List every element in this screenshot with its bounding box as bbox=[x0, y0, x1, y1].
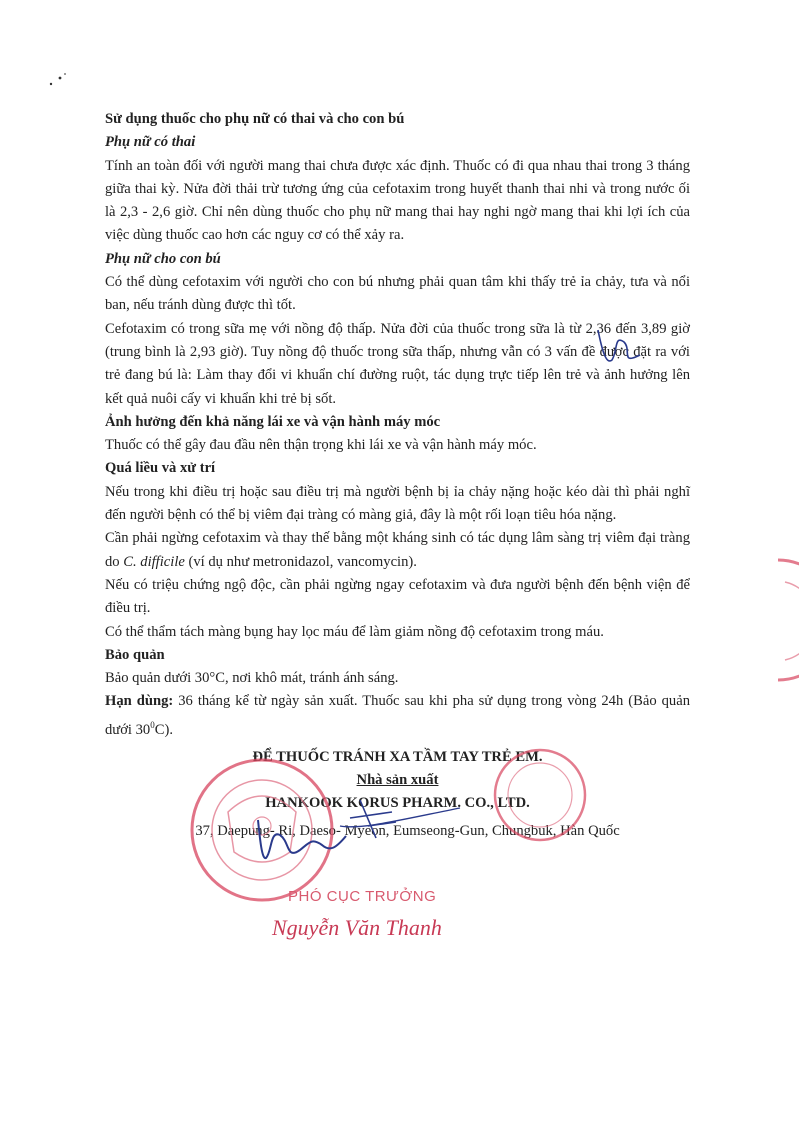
subheading-pregnant: Phụ nữ có thai bbox=[105, 134, 196, 151]
initial-signature bbox=[598, 330, 640, 361]
heading-overdose: Quá liều và xử trí bbox=[105, 460, 216, 477]
manufacturer-address: 37, Daepung- Ri, Daeso- Myeon, Eumseong-Gun, Chungbuk, Hàn Quốc bbox=[195, 822, 620, 839]
right-partial-seal bbox=[778, 560, 799, 680]
official-seal bbox=[192, 760, 332, 900]
paragraph-pregnant: Tính an toàn đối với người mang thai chưa được xác định. Thuốc có đi qua nhau thai trong 3 tháng giữa thai kỳ. Nửa đời thải trừ tương ứng của cefotaxim trong huyết thanh thai nhi và trong nước ối là 2,3 - 2,6 giờ. Chỉ nên dùng thuốc cho phụ nữ mang thai hay nghi ngờ mang thai khi lợi ích của việc dùng thuốc cao hơn các nguy cơ có thể xảy ra. bbox=[105, 157, 690, 244]
overdose-2-organism: C. difficile bbox=[123, 553, 185, 570]
paragraph-breastfeeding-2: Cefotaxim có trong sữa mẹ với nồng độ thấp. Nửa đời của thuốc trong sữa là từ 2,36 đến 3,89 giờ (trung bình là 2,93 giờ). Tuy nồng độ thuốc trong sữa thấp, nhưng vẫn có 3 vấn đề được đặt ra với trẻ đang bú là: Làm thay đổi vi khuẩn chí đường ruột, tác dụng trực tiếp lên trẻ và ảnh hưởng lên kết quả nuôi cấy vi khuẩn khi trẻ bị sốt. bbox=[105, 320, 690, 407]
expiry-text-b: C). bbox=[154, 721, 173, 738]
paragraph-overdose-4: Có thể thẩm tách màng bụng hay lọc máu để làm giảm nồng độ cefotaxim trong máu. bbox=[105, 623, 604, 640]
paragraph-storage: Bảo quản dưới 30°C, nơi khô mát, tránh ánh sáng. bbox=[105, 670, 399, 687]
child-warning: ĐỂ THUỐC TRÁNH XA TẦM TAY TRẺ EM. bbox=[252, 748, 543, 765]
manufacturer-name: HANKOOK KORUS PHARM. CO., LTD. bbox=[265, 795, 530, 812]
manufacturer-label: Nhà sản xuất bbox=[356, 772, 439, 789]
subheading-breastfeeding: Phụ nữ cho con bú bbox=[105, 250, 221, 267]
overdose-2-text-a: Cần phải ngừng cefotaxim và thay thế bằng một kháng sinh có tác dụng lâm sàng trị viêm đại tràng do bbox=[105, 530, 690, 570]
paragraph-overdose-3: Nếu có triệu chứng ngộ độc, cần phải ngừng ngay cefotaxim và đưa người bệnh đến bệnh viện để điều trị. bbox=[105, 576, 690, 617]
paragraph-breastfeeding-1: Có thể dùng cefotaxim với người cho con bú nhưng phải quan tâm khi thấy trẻ ỉa chảy, tưa và nổi ban, nếu tránh dùng được thì tốt. bbox=[105, 274, 690, 314]
expiry-superscript: 0 bbox=[150, 719, 155, 730]
heading-driving: Ảnh hưởng đến khả năng lái xe và vận hành máy móc bbox=[105, 413, 441, 430]
heading-storage: Bảo quản bbox=[105, 646, 165, 663]
stamp-signer-name: Nguyễn Văn Thanh bbox=[272, 915, 442, 940]
expiry-label: Hạn dùng: bbox=[105, 693, 174, 710]
heading-pregnancy-lactation: Sử dụng thuốc cho phụ nữ có thai và cho con bú bbox=[105, 111, 405, 127]
signature-scribble bbox=[258, 800, 460, 858]
expiry-text-a: 36 tháng kể từ ngày sản xuất. Thuốc sau khi pha sử dụng trong vòng 24h (Bảo quản dưới 30 bbox=[105, 693, 690, 738]
paragraph-driving: Thuốc có thể gây đau đầu nên thận trọng khi lái xe và vận hành máy móc. bbox=[105, 437, 537, 454]
stamp-title: PHÓ CỤC TRƯỞNG bbox=[288, 888, 437, 905]
secondary-seal bbox=[495, 750, 585, 840]
overdose-2-text-b: (ví dụ như metronidazol, vancomycin). bbox=[184, 553, 417, 570]
paragraph-overdose-1: Nếu trong khi điều trị hoặc sau điều trị mà người bệnh bị ỉa chảy nặng hoặc kéo dài thì phải nghĩ đến người bệnh có thể bị viêm đại tràng có màng giả, đây là một rối loạn tiêu hóa nặng. bbox=[105, 483, 690, 524]
